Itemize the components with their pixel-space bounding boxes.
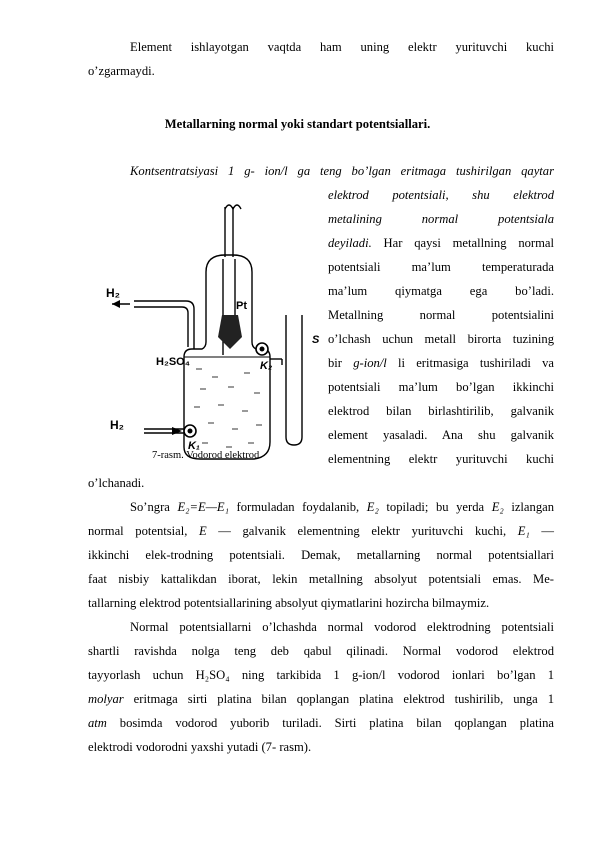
text-fragment: normal potentsial, [88, 524, 199, 538]
text-fragment: eritmaga sirti platina bilan qoplangan platina elektrod tushirilib, unga 1 [123, 692, 554, 706]
paragraph-2-line-7: Metallning normal potentsialini [328, 308, 554, 322]
symbol-e2: E₂ [366, 500, 379, 514]
paragraph-2-line-5: potentsiali ma’lum temperaturada [328, 260, 554, 274]
section-heading: Metallarning normal yoki standart potentsiallari. [164, 117, 431, 131]
unit-g-ion-per-l: g-ion/l [353, 356, 387, 370]
paragraph-2-line-12: element yasaladi. Ana shu galvanik [328, 428, 554, 442]
text-fragment: So’ngra [130, 500, 178, 514]
label-k2: K₂ [260, 360, 273, 372]
text-fragment: formuladan foydalanib, [228, 500, 367, 514]
paragraph-4-line-6: elektrodi vodorodni yaxshi yutadi (7- rasm). [88, 740, 312, 754]
hydrogen-electrode-diagram [104, 197, 326, 469]
label-h2so4: H₂SO₄ [156, 356, 190, 368]
label-k1: K₁ [188, 440, 200, 452]
label-pt: Pt [236, 300, 247, 312]
label-h2-top: H₂ [106, 286, 120, 300]
paragraph-3-line-4: faat nisbiy kattalikdan iborat, lekin metallning absolyut potentsiali emas. Me- [88, 572, 554, 586]
unit-atm: atm [88, 716, 107, 730]
symbol-e2: E₂ [491, 500, 504, 514]
paragraph-2-line-4-rest: Har qaysi metallning normal [371, 236, 554, 250]
paragraph-2-line-9 [328, 355, 554, 371]
h2-inlet-arrow [172, 427, 182, 435]
text-fragment: li eritmasiga tushiriladi va [386, 356, 554, 370]
paragraph-3-line-1 [130, 499, 554, 515]
paragraph-2-line-13: elementning elektr yurituvchi kuchi [328, 452, 554, 466]
paragraph-4-line-3: tayyorlash uchun H₂SO₄ ning tarkibida 1 g-ion/l vodorod ionlari bo’lgan 1 [88, 668, 554, 682]
figure-caption: 7-rasm. Vodorod elektrod. [152, 450, 262, 461]
paragraph-3-line-3: ikkinchi elek-trodning potentsiali. Demak, metallarning normal potentsiallari [88, 548, 554, 562]
paragraph-2-line-1: Kontsentratsiyasi 1 g- ion/l ga teng bo’lgan eritmaga tushirilgan qaytar [130, 164, 554, 178]
label-s: S [312, 334, 320, 346]
paragraph-4-line-4 [88, 691, 554, 707]
paragraph-2-line-10: potentsiali ma’lum bo’lgan ikkinchi [328, 380, 554, 394]
text-fragment: topiladi; bu yerda [378, 500, 492, 514]
text-fragment: bosimda vodorod yuborib turiladi. Sirti platina bilan qoplangan platina [106, 716, 554, 730]
paragraph-4-line-5 [88, 715, 554, 731]
text-fragment: bir [328, 356, 354, 370]
symbol-e: E [199, 524, 207, 538]
term-molyar: molyar [88, 692, 124, 706]
symbol-e1: E₁ [517, 524, 530, 538]
paragraph-1-line-2: o’zgarmaydi. [88, 64, 155, 78]
hydrogen-electrode-figure [104, 197, 326, 469]
text-fragment: — [529, 524, 554, 538]
paragraph-2-line-14: o’lchanadi. [88, 476, 145, 490]
paragraph-2-line-3: metalining normal potentsiala [328, 212, 554, 226]
text-fragment: izlangan [503, 500, 554, 514]
platinum-electrode [218, 315, 242, 349]
paragraph-3-line-5: tallarning elektrod potentsiallarining absolyut qiymatlarini hozircha bilmaymiz. [88, 596, 490, 610]
paragraph-2-line-6: ma’lum qiymatga ega bo’ladi. [328, 284, 554, 298]
paragraph-2-line-11: elektrod bilan birlashtirilib, galvanik [328, 404, 554, 418]
paragraph-4-line-2: shartli ravishda nolga teng deb qabul qilinadi. Normal vodorod elektrod [88, 644, 554, 658]
paragraph-1-line-1: Element ishlayotgan vaqtda ham uning elektr yurituvchi kuchi [130, 40, 554, 54]
label-h2-bottom: H₂ [110, 418, 124, 432]
paragraph-2-line-8: o’lchash uchun metall birorta tuzining [328, 332, 554, 346]
paragraph-2-line-4 [328, 235, 554, 251]
paragraph-2-line-2: elektrod potentsiali, shu elektrod [328, 188, 554, 202]
term-deyiladi: deyiladi. [328, 236, 372, 250]
paragraph-4-line-1: Normal potentsiallarni o’lchashda normal vodorod elektrodning potentsiali [130, 620, 554, 634]
paragraph-3-line-2 [88, 523, 554, 539]
formula: E₂=E—E₁ [177, 500, 229, 514]
text-fragment: — galvanik elementning elektr yurituvchi kuchi, [206, 524, 518, 538]
